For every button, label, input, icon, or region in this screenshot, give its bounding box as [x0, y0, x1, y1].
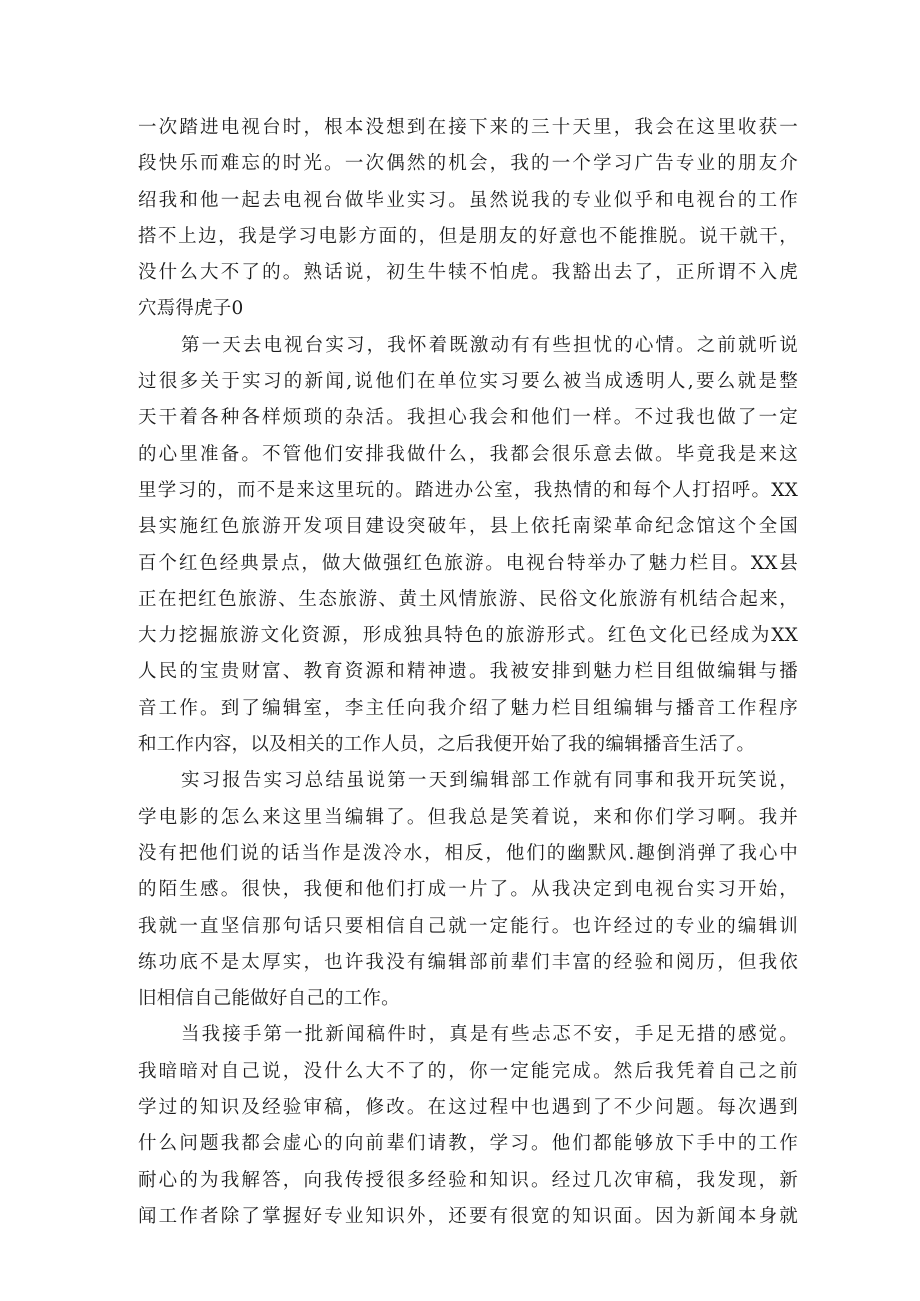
text-line: 旧相信自己能做好自己的工作。: [138, 988, 400, 1010]
text-line: 耐心的为我解答，向我传授很多经验和知识。经过几次审稿，我发现，新: [138, 1169, 798, 1191]
text-line: 当我接手第一批新闻稿件时，真是有些忐忑不安，手足无措的感觉。: [181, 1024, 798, 1046]
text-line: 和工作内容，以及相关的工作人员，之后我便开始了我的编辑播音生活了。: [138, 734, 756, 756]
paragraph-4: [138, 1017, 798, 1235]
text-line: 天干着各种各样烦琐的杂活。我担心我会和他们一样。不过我也做了一定: [138, 407, 798, 429]
text-line: 的陌生感。很快，我便和他们打成一片了。从我决定到电视台实习开始，: [138, 879, 798, 901]
text-line: 县实施红色旅游开发项目建设突破年，县上依托南梁革命纪念馆这个全国: [138, 516, 798, 538]
text-line: 正在把红色旅游、生态旅游、黄土风情旅游、民俗文化旅游有机结合起来，: [138, 588, 798, 610]
text-line: 闻工作者除了掌握好专业知识外，还要有很宽的知识面。因为新闻本身就: [138, 1205, 798, 1227]
text-line: 学电影的怎么来这里当编辑了。但我总是笑着说，来和你们学习啊。我并: [138, 806, 798, 828]
document-body: [138, 110, 798, 1235]
text-line: 里学习的，而不是来这里玩的。踏进办公室，我热情的和每个人打招呼。XX: [138, 479, 798, 501]
paragraph-3: [138, 763, 798, 1017]
text-line: 百个红色经典景点，做大做强红色旅游。电视台特举办了魅力栏目。XX县: [138, 552, 798, 574]
text-line: 什么问题我都会虚心的向前辈们请教，学习。他们都能够放下手中的工作: [138, 1133, 798, 1155]
text-line: 大力挖掘旅游文化资源，形成独具特色的旅游形式。红色文化已经成为XX: [138, 625, 798, 647]
text-line: 绍我和他一起去电视台做毕业实习。虽然说我的专业似乎和电视台的工作: [138, 189, 798, 211]
text-line: 过很多关于实习的新闻,说他们在单位实习要么被当成透明人,要么就是整: [138, 371, 798, 393]
text-line: 搭不上边，我是学习电影方面的，但是朋友的好意也不能推脱。说干就干，: [138, 225, 798, 247]
text-line: 穴焉得虎子0: [138, 298, 244, 320]
paragraph-1: [138, 110, 798, 328]
text-line: 没什么大不了的。熟话说，初生牛犊不怕虎。我豁出去了，正所谓不入虎: [138, 262, 798, 284]
text-line: 一次踏进电视台时，根本没想到在接下来的三十天里，我会在这里收获一: [138, 117, 798, 138]
text-line: 音工作。到了编辑室，李主任向我介绍了魅力栏目组编辑与播音工作程序: [138, 697, 798, 719]
text-line: 的心里准备。不管他们安排我做什么，我都会很乐意去做。毕竟我是来这: [138, 443, 798, 465]
text-line: 实习报告实习总结虽说第一天到编辑部工作就有同事和我开玩笑说，: [181, 770, 798, 792]
text-line: 段快乐而难忘的时光。一次偶然的机会，我的一个学习广告专业的朋友介: [138, 153, 798, 175]
text-line: 我就一直坚信那句话只要相信自己就一定能行。也许经过的专业的编辑训: [138, 915, 798, 937]
text-line: 学过的知识及经验审稿，修改。在这过程中也遇到了不少问题。每次遇到: [138, 1097, 798, 1119]
text-line: 人民的宝贵财富、教育资源和精神遗。我被安排到魅力栏目组做编辑与播: [138, 661, 798, 683]
text-line: 第一天去电视台实习，我怀着既激动有有些担忧的心情。之前就听说: [181, 334, 798, 356]
text-line: 没有把他们说的话当作是泼冷水，相反，他们的幽默风.趣倒消弹了我心中: [138, 842, 798, 864]
paragraph-2: [138, 328, 798, 764]
text-line: 我暗暗对自己说，没什么大不了的，你一定能完成。然后我凭着自己之前: [138, 1060, 798, 1082]
text-line: 练功底不是太厚实，也许我没有编辑部前辈们丰富的经验和阅历，但我依: [138, 951, 798, 973]
